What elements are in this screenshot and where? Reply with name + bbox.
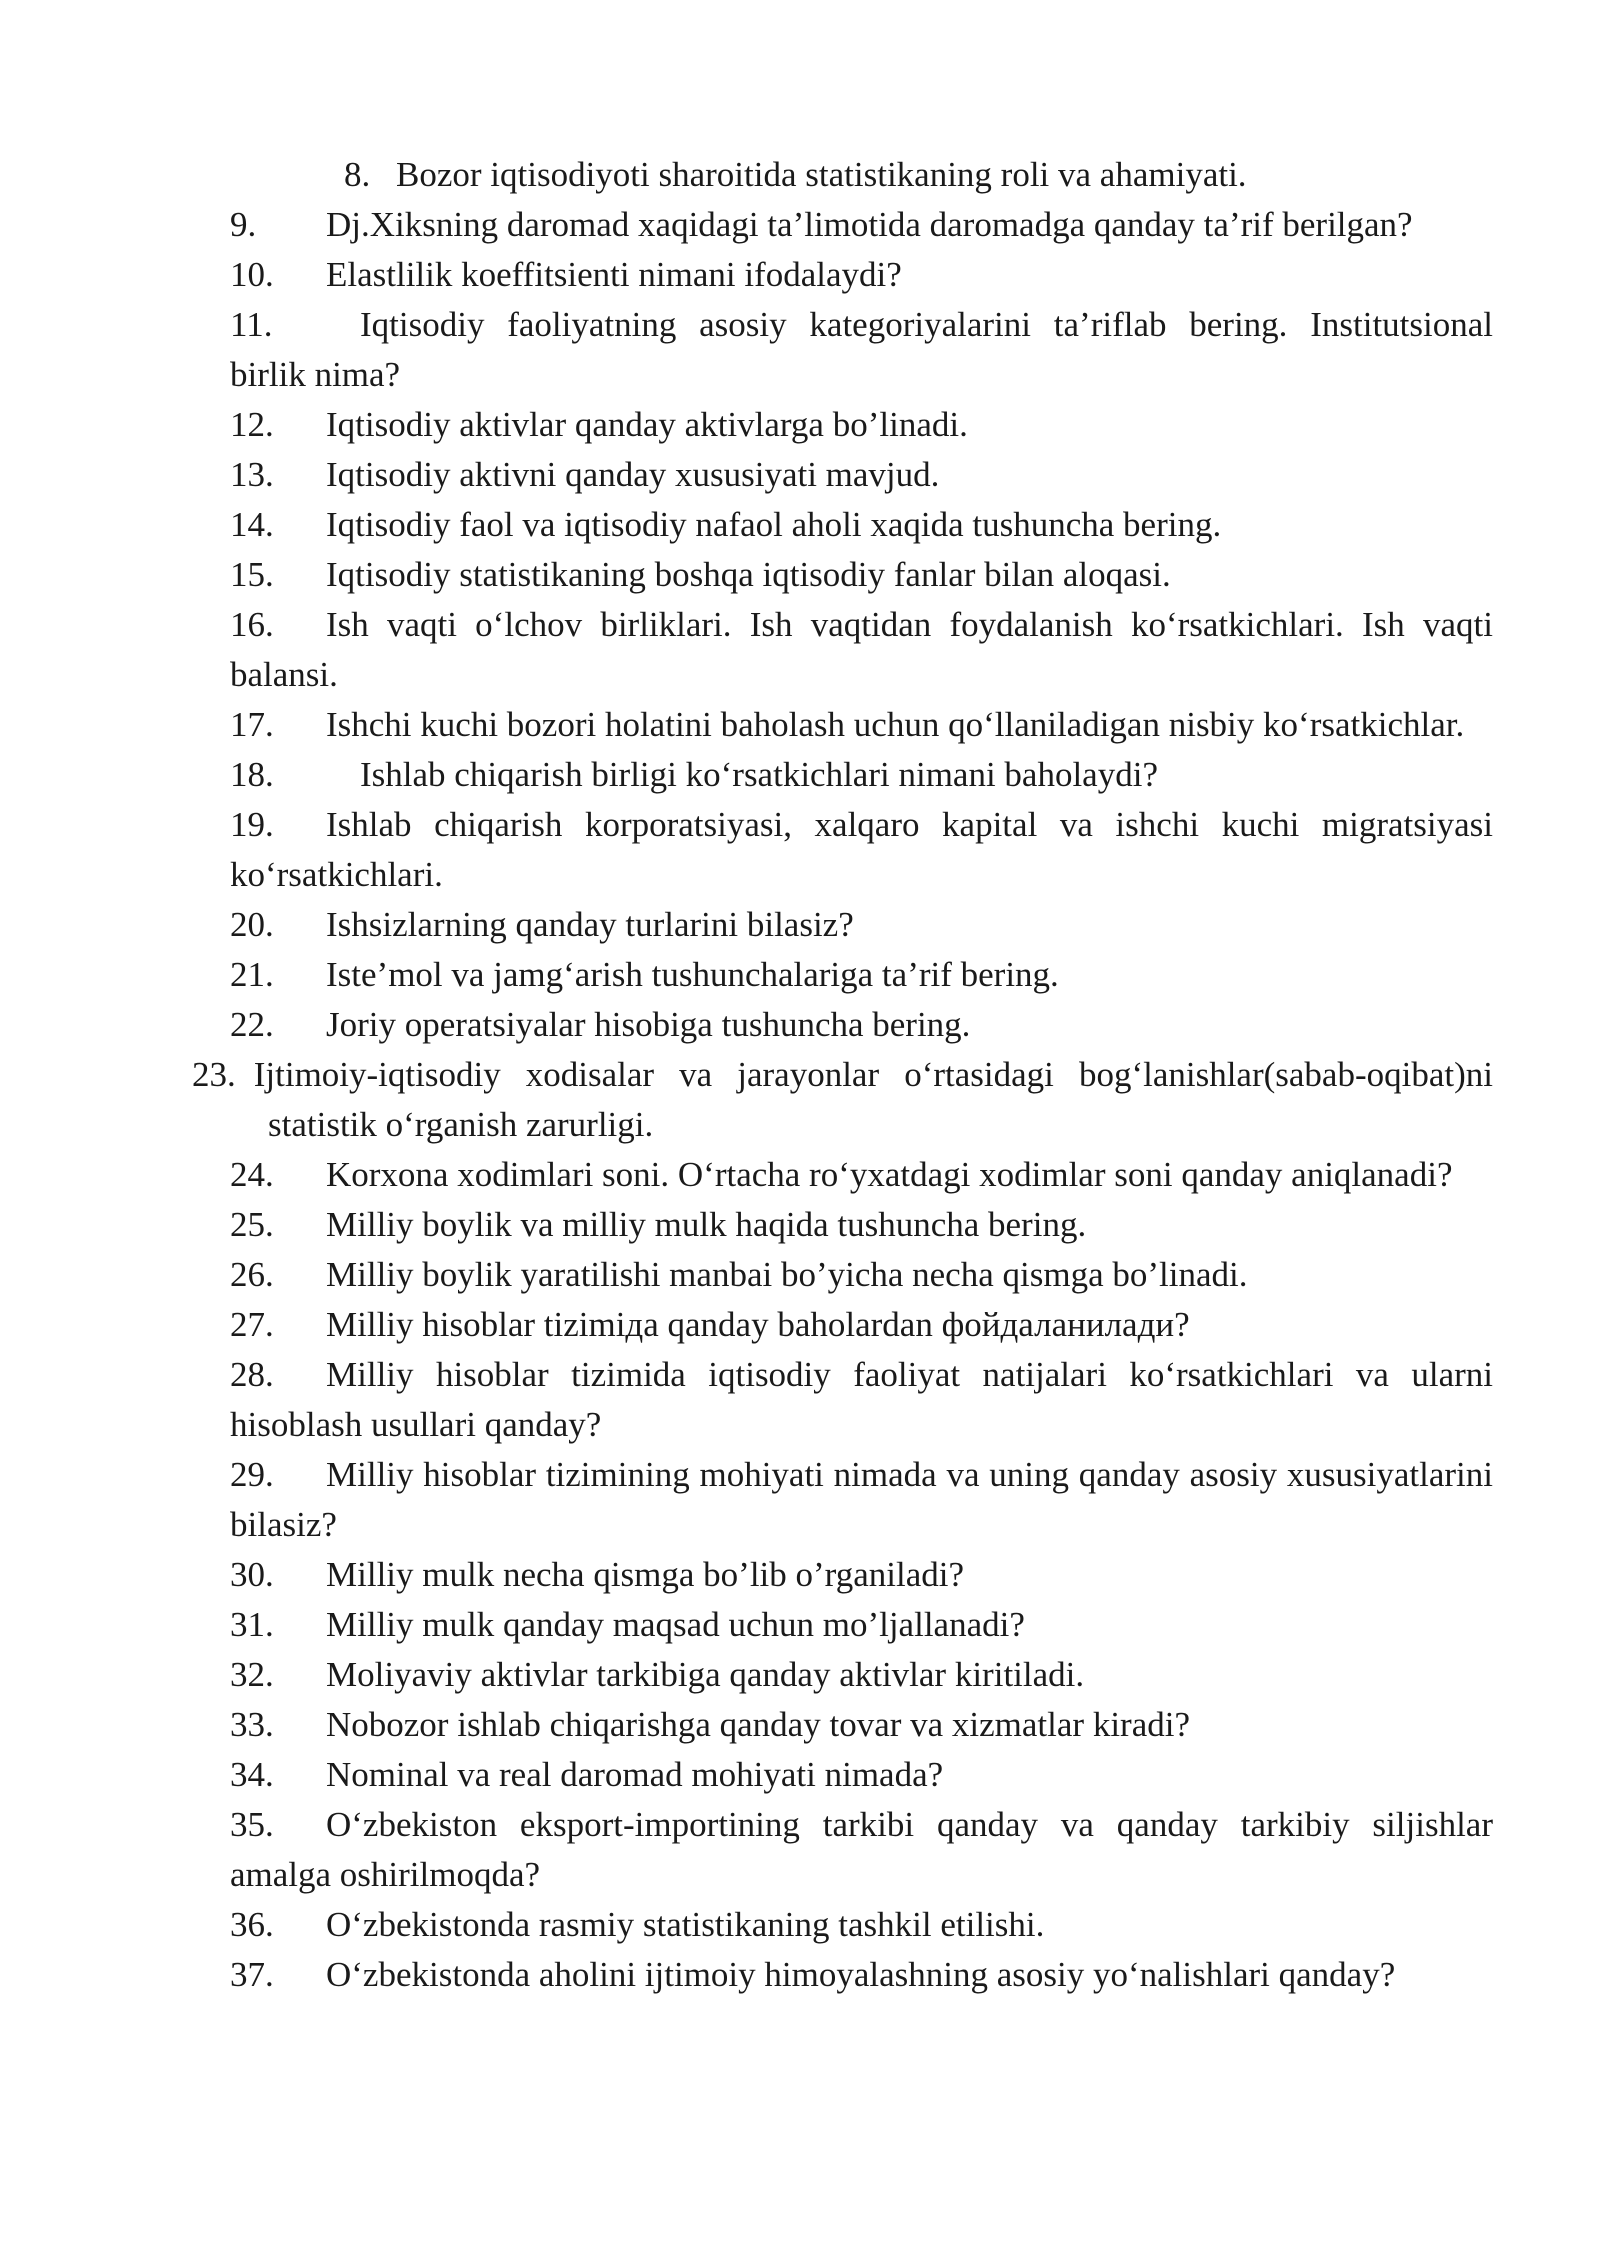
item-text: Nominal va real daromad mohiyati nimada? bbox=[326, 1755, 944, 1794]
item-number: 10. bbox=[230, 255, 274, 294]
list-item bbox=[230, 1700, 1493, 1750]
list-item bbox=[230, 700, 1493, 750]
item-number: 8. bbox=[344, 155, 371, 194]
item-number: 23. bbox=[192, 1055, 236, 1094]
list-item bbox=[230, 250, 1493, 300]
item-number: 19. bbox=[230, 805, 274, 844]
list-item bbox=[230, 450, 1493, 500]
item-text: Iste’mol va jamg‘arish tushunchalariga ta’rif bering. bbox=[326, 955, 1059, 994]
item-text: Korxona xodimlari soni. O‘rtacha ro‘yxatdagi xodimlar soni qanday aniqlanadi? bbox=[326, 1155, 1453, 1194]
item-number: 17. bbox=[230, 705, 274, 744]
item-number: 9. bbox=[230, 205, 257, 244]
item-number: 24. bbox=[230, 1155, 274, 1194]
list-item bbox=[230, 1300, 1493, 1350]
item-number: 37. bbox=[230, 1955, 274, 1994]
item-text: Joriy operatsiyalar hisobiga tushuncha bering. bbox=[326, 1005, 971, 1044]
list-item bbox=[230, 1200, 1493, 1250]
item-text: Milliy hisoblar tizimiда qanday baholardan фойдаланилади? bbox=[326, 1305, 1190, 1344]
item-text: Iqtisodiy statistikaning boshqa iqtisodiy fanlar bilan aloqasi. bbox=[326, 555, 1171, 594]
item-text: Ish vaqti o‘lchov birliklari. Ish vaqtidan foydalanish ko‘rsatkichlari. Ish vaqti balansi. bbox=[230, 605, 1493, 694]
item-number: 21. bbox=[230, 955, 274, 994]
list-item bbox=[230, 1750, 1493, 1800]
item-text: Milliy mulk necha qismga bo’lib o’rganiladi? bbox=[326, 1555, 964, 1594]
question-list bbox=[192, 150, 1493, 2000]
item-number: 27. bbox=[230, 1305, 274, 1344]
item-text: Ishchi kuchi bozori holatini baholash uchun qo‘llaniladigan nisbiy ko‘rsatkichlar. bbox=[326, 705, 1465, 744]
list-item bbox=[230, 150, 1493, 200]
list-item bbox=[192, 1050, 1493, 1150]
item-text: O‘zbekistonda rasmiy statistikaning tashkil etilishi. bbox=[326, 1905, 1045, 1944]
item-text: Dj.Xiksning daromad xaqidagi ta’limotida daromadga qanday ta’rif berilgan? bbox=[326, 205, 1413, 244]
list-item bbox=[230, 1450, 1493, 1550]
item-number: 26. bbox=[230, 1255, 274, 1294]
list-item bbox=[230, 1900, 1493, 1950]
item-text: Milliy hisoblar tizimida iqtisodiy faoliyat natijalari ko‘rsatkichlari va ularni hisoblash usullari qanday? bbox=[230, 1355, 1493, 1444]
item-text: Iqtisodiy aktivni qanday xususiyati mavjud. bbox=[326, 455, 940, 494]
item-text: Iqtisodiy aktivlar qanday aktivlarga bo’linadi. bbox=[326, 405, 968, 444]
list-item bbox=[230, 1000, 1493, 1050]
item-number: 22. bbox=[230, 1005, 274, 1044]
list-item bbox=[230, 1650, 1493, 1700]
item-number: 15. bbox=[230, 555, 274, 594]
item-number: 25. bbox=[230, 1205, 274, 1244]
item-number: 34. bbox=[230, 1755, 274, 1794]
item-number: 29. bbox=[230, 1455, 274, 1494]
list-item bbox=[230, 300, 1493, 400]
item-text: Ishlab chiqarish korporatsiyasi, xalqaro kapital va ishchi kuchi migratsiyasi ko‘rsatkichlari. bbox=[230, 805, 1493, 894]
item-text: Milliy boylik va milliy mulk haqida tushuncha bering. bbox=[326, 1205, 1087, 1244]
list-item bbox=[230, 750, 1493, 800]
item-number: 12. bbox=[230, 405, 274, 444]
list-item bbox=[230, 1550, 1493, 1600]
list-item bbox=[230, 1250, 1493, 1300]
item-number: 36. bbox=[230, 1905, 274, 1944]
item-number: 30. bbox=[230, 1555, 274, 1594]
item-text: Milliy mulk qanday maqsad uchun mo’ljallanadi? bbox=[326, 1605, 1025, 1644]
list-item bbox=[230, 1350, 1493, 1450]
item-text: Milliy boylik yaratilishi manbai bo’yicha necha qismga bo’linadi. bbox=[326, 1255, 1248, 1294]
item-text: Iqtisodiy faoliyatning asosiy kategoriyalarini ta’riflab bering. Institutsional birlik nima? bbox=[230, 305, 1493, 394]
item-number: 13. bbox=[230, 455, 274, 494]
item-text: Moliyaviy aktivlar tarkibiga qanday aktivlar kiritiladi. bbox=[326, 1655, 1085, 1694]
item-text: Nobozor ishlab chiqarishga qanday tovar va xizmatlar kiradi? bbox=[326, 1705, 1190, 1744]
item-number: 11. bbox=[230, 305, 273, 344]
item-text: Ishlab chiqarish birligi ko‘rsatkichlari nimani baholaydi? bbox=[360, 755, 1158, 794]
item-text: Ishsizlarning qanday turlarini bilasiz? bbox=[326, 905, 854, 944]
item-number: 31. bbox=[230, 1605, 274, 1644]
item-text: O‘zbekistonda aholini ijtimoiy himoyalashning asosiy yo‘nalishlari qanday? bbox=[326, 1955, 1396, 1994]
item-number: 18. bbox=[230, 755, 274, 794]
item-number: 35. bbox=[230, 1805, 274, 1844]
list-item bbox=[230, 500, 1493, 550]
item-number: 32. bbox=[230, 1655, 274, 1694]
item-number: 33. bbox=[230, 1705, 274, 1744]
list-item bbox=[230, 600, 1493, 700]
item-number: 16. bbox=[230, 605, 274, 644]
item-text: O‘zbekiston eksport-importining tarkibi qanday va qanday tarkibiy siljishlar amalga oshirilmoqda? bbox=[230, 1805, 1493, 1894]
list-item bbox=[230, 1150, 1493, 1200]
list-item bbox=[230, 550, 1493, 600]
list-item bbox=[230, 1600, 1493, 1650]
list-item bbox=[230, 1950, 1493, 2000]
list-item bbox=[230, 900, 1493, 950]
item-text: Ijtimoiy-iqtisodiy xodisalar va jarayonlar o‘rtasidagi bog‘lanishlar(sabab-oqibat)ni statistik o‘rganish zarurligi. bbox=[253, 1055, 1493, 1144]
item-text: Bozor iqtisodiyoti sharoitida statistikaning roli va ahamiyati. bbox=[396, 155, 1247, 194]
list-item bbox=[230, 1800, 1493, 1900]
list-item bbox=[230, 800, 1493, 900]
list-item bbox=[230, 200, 1493, 250]
item-number: 28. bbox=[230, 1355, 274, 1394]
item-number: 20. bbox=[230, 905, 274, 944]
list-item bbox=[230, 950, 1493, 1000]
item-text: Elastlilik koeffitsienti nimani ifodalaydi? bbox=[326, 255, 902, 294]
item-number: 14. bbox=[230, 505, 274, 544]
item-text: Iqtisodiy faol va iqtisodiy nafaol aholi xaqida tushuncha bering. bbox=[326, 505, 1222, 544]
item-text: Milliy hisoblar tizimining mohiyati nimada va uning qanday asosiy xususiyatlarini bilasiz? bbox=[230, 1455, 1493, 1544]
list-item bbox=[230, 400, 1493, 450]
